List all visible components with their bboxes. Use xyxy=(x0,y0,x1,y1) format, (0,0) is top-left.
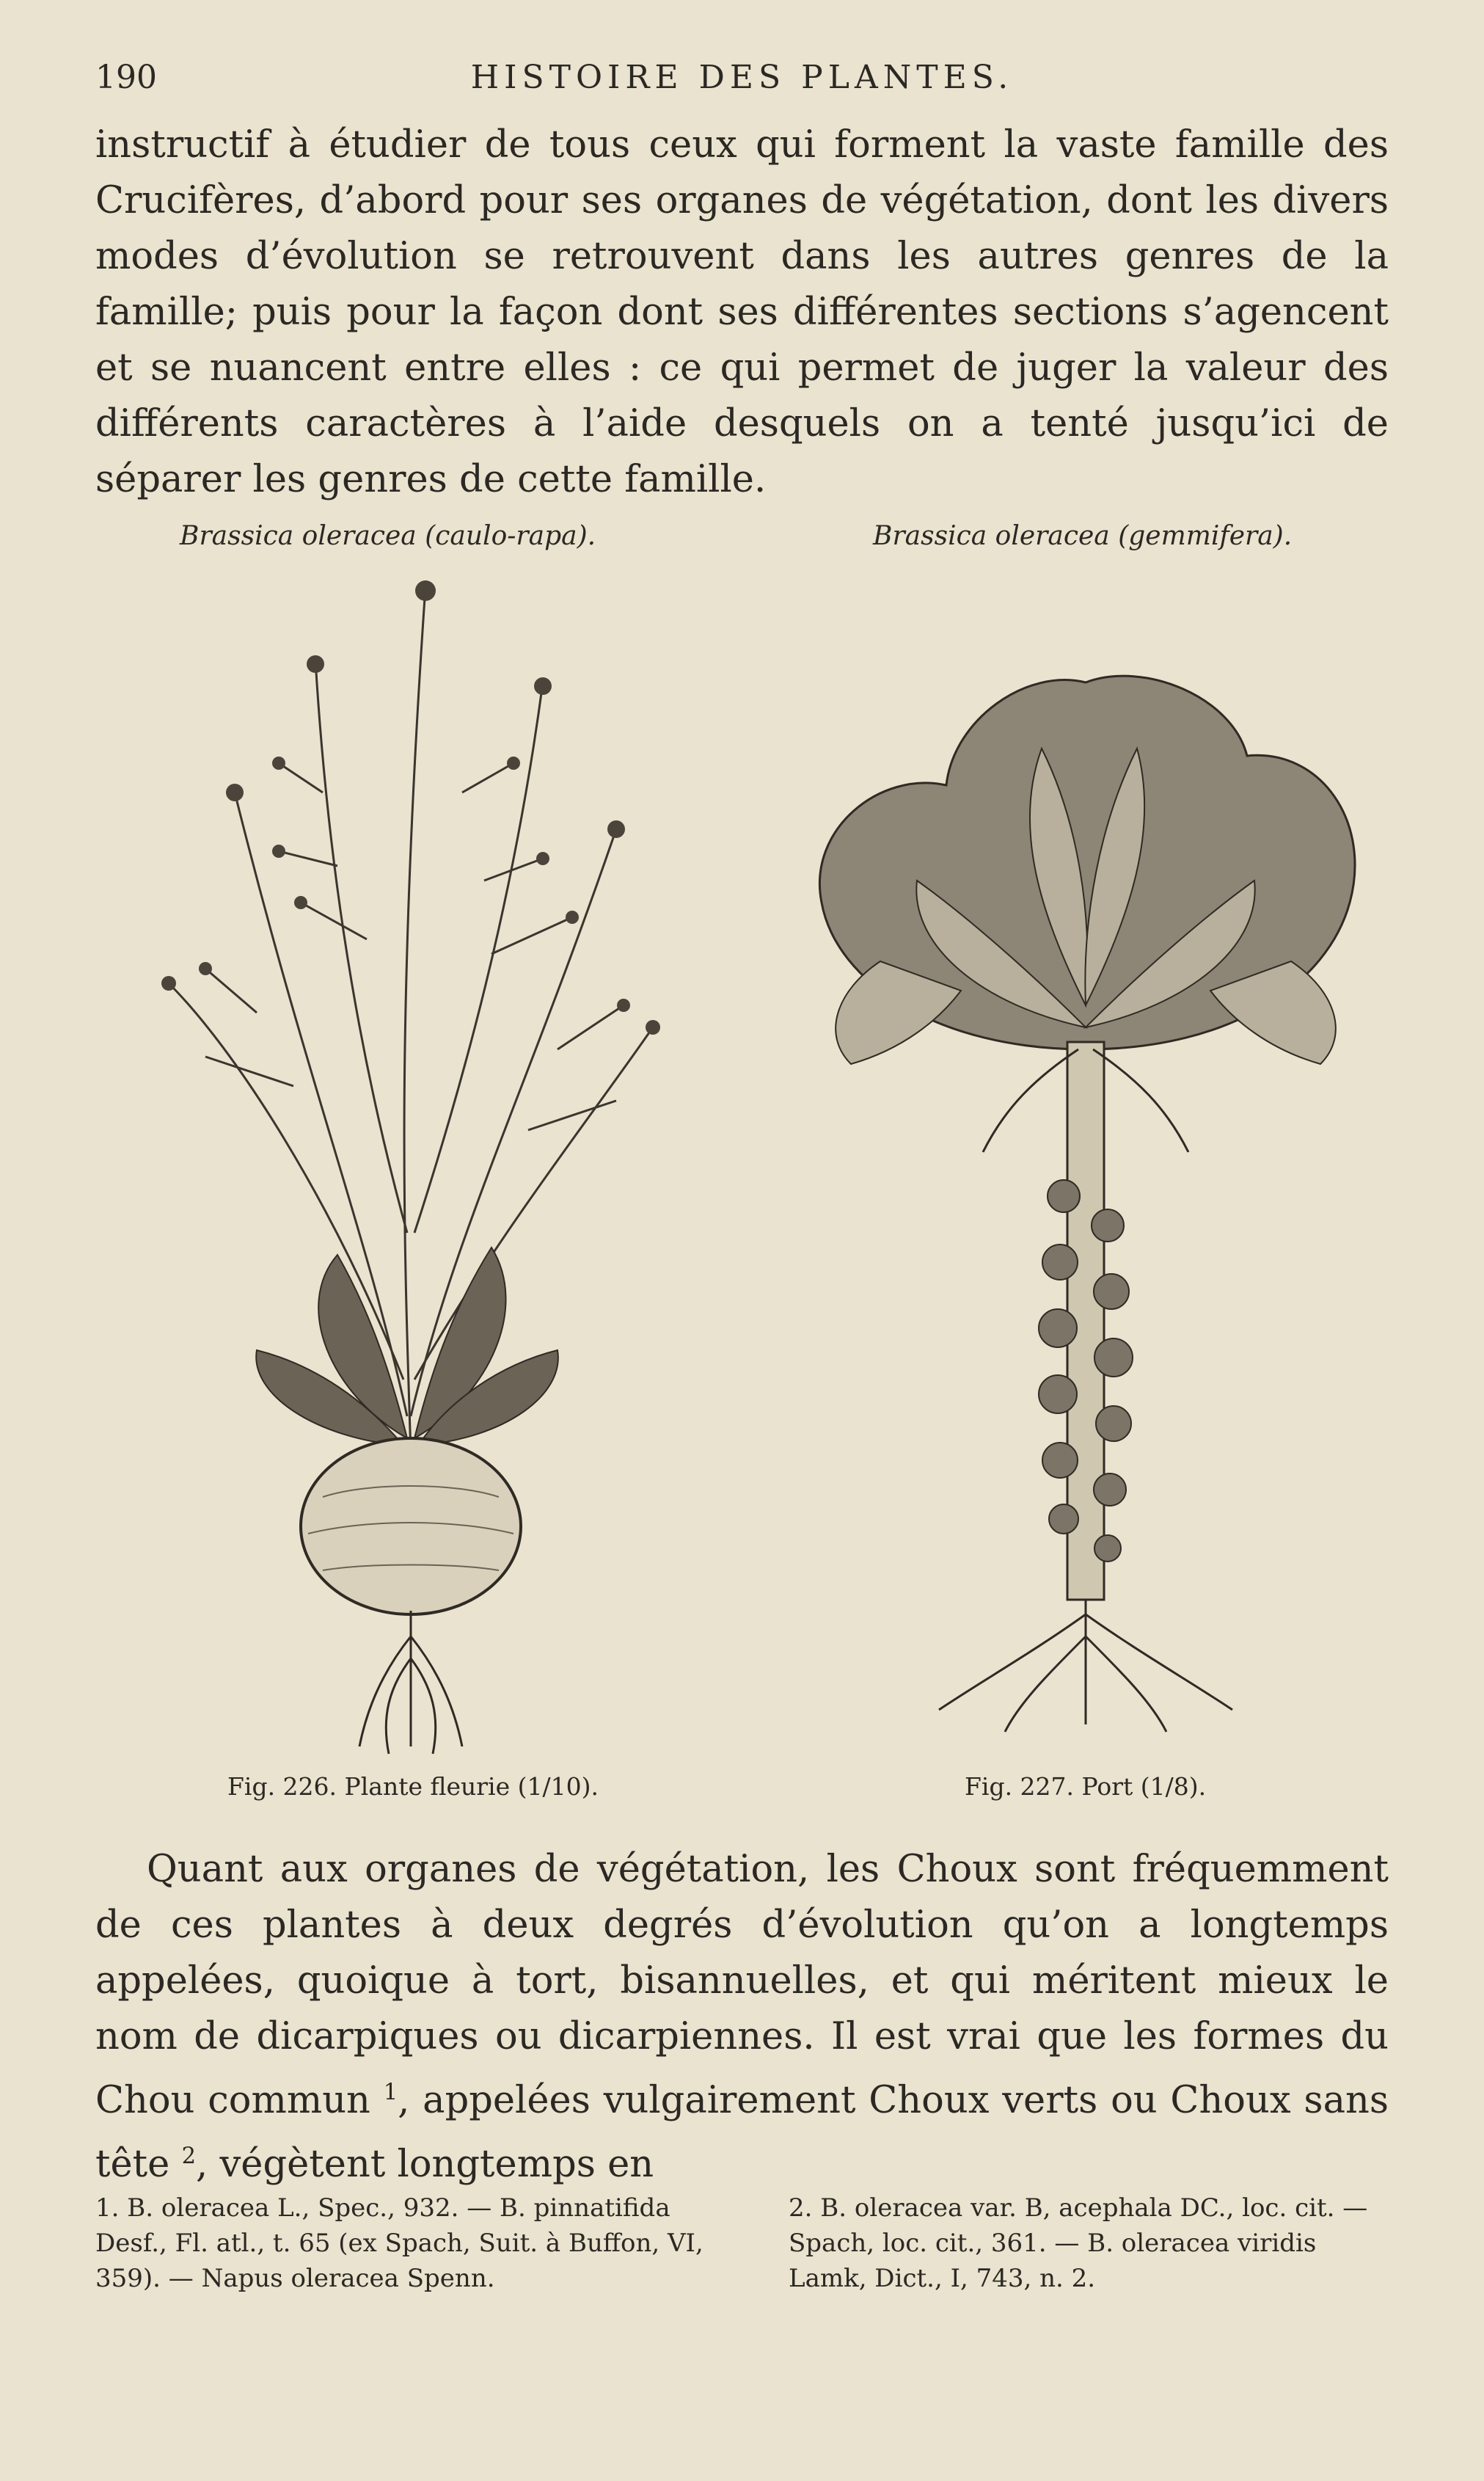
bottom-paragraph-part3: , végètent longtemps en xyxy=(196,2143,654,2186)
kohlrabi-engraving-icon xyxy=(147,572,660,1761)
figure-226-title: Brassica oleracea (caulo-rapa). xyxy=(180,521,596,551)
running-title: HISTOIRE DES PLANTES. xyxy=(470,59,1014,96)
footnote-ref-2[interactable]: 2 xyxy=(181,2143,197,2169)
figure-227-caption: Fig. 227. Port (1/8). xyxy=(965,1772,1207,1801)
top-paragraph: instructif à étudier de tous ceux qui forment la vaste famille des Crucifères, d’abord pour ses organes de végétation, dont les divers modes d’évolution se retrouvent dans les autres genres de la famille; puis pour la façon dont ses différentes sections s’agencent et se nuancent entre elles : ce qui permet de juger la valeur des différents caractères à l’aide desquels on a tenté jusqu’ici de séparer les genres de cette famille. xyxy=(95,123,1389,501)
bottom-paragraph xyxy=(95,1842,1389,2193)
figure-226-caption: Fig. 226. Plante fleurie (1/10). xyxy=(227,1772,599,1801)
footnote-ref-1[interactable]: 1 xyxy=(383,2080,398,2105)
running-header xyxy=(95,59,1389,103)
brussels-sprout-engraving-icon xyxy=(792,638,1379,1746)
page-number: 190 xyxy=(95,59,157,96)
footnote-2: 2. B. oleracea var. B, acephala DC., loc. cit. — Spach, loc. cit., 361. — B. oleracea viridis Lamk, Dict., I, 743, n. 2. xyxy=(789,2193,1368,2293)
bottom-paragraph-part1: Quant aux organes de végétation, les Choux sont fréquemment de ces plantes à deux degrés d’évolution qu’on a longtemps appelées, quoique à tort, bisannuelles, et qui méritent mieux le nom de dicarpiques ou dicarpiennes. Il est vrai que les formes du Chou commun xyxy=(95,1848,1389,2122)
figure-227-title: Brassica oleracea (gemmifera). xyxy=(873,521,1293,551)
footnote-1: 1. B. oleracea L., Spec., 932. — B. pinnatifida Desf., Fl. atl., t. 65 (ex Spach, Suit. à Buffon, VI, 359). — Napus oleracea Spenn. xyxy=(95,2193,703,2293)
bottom-paragraph-part2: , appelées vulgairement Choux verts ou Choux sans tête xyxy=(95,2079,1389,2186)
